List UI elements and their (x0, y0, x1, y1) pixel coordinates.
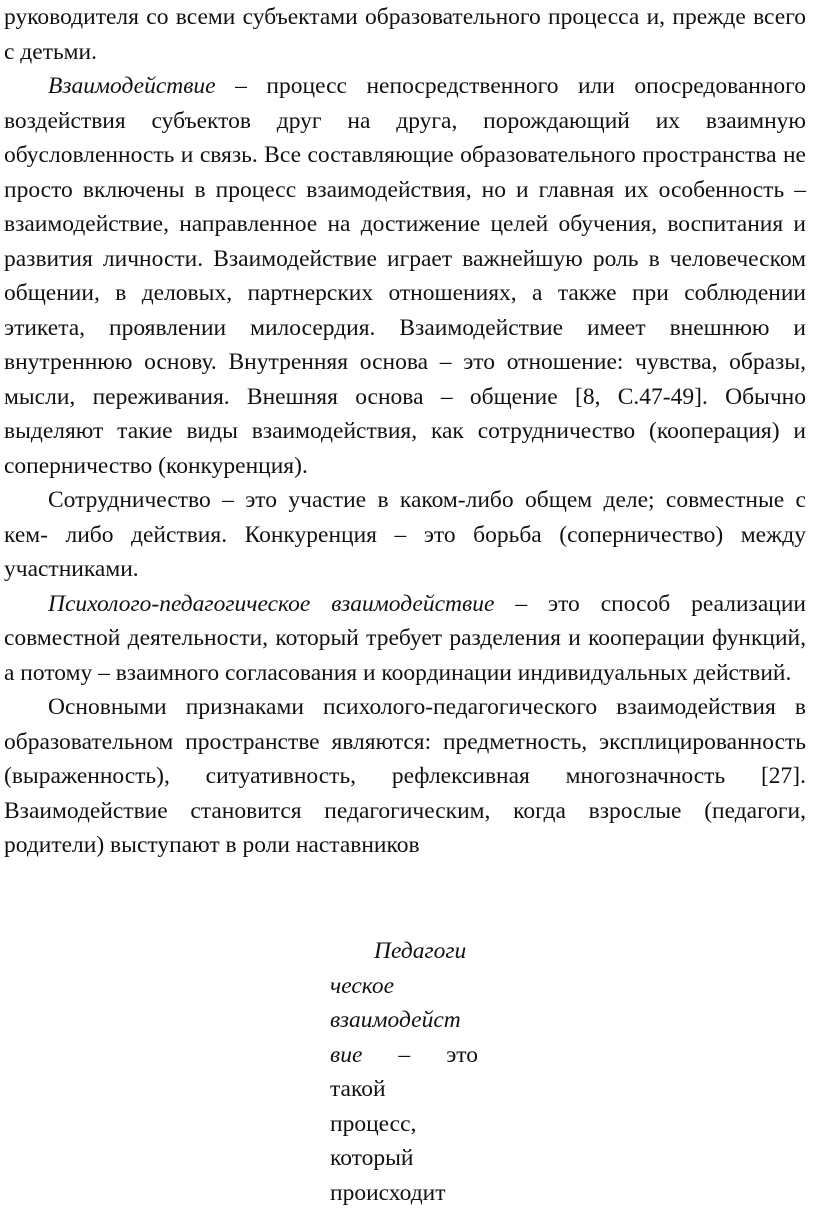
paragraph-interaction-definition (4, 69, 806, 483)
column-line: такой (330, 1072, 478, 1107)
paragraph-features (4, 690, 806, 863)
paragraph-text: Основными признаками психолого-педагогического взаимодействия в образовательном пространстве являются: предметность, эксплицированность (выраженность), ситуативность, рефлексивная многозначность [27]. Взаимодействие становится педагогическим, когда взрослые (педагоги, родители) выступают в роли наставников (4, 694, 806, 858)
narrow-column-text (330, 934, 478, 1210)
column-line (330, 969, 478, 1004)
column-line: процесс, (330, 1107, 478, 1142)
paragraph-psych-ped-interaction (4, 587, 806, 691)
column-line (330, 1038, 478, 1073)
column-line: происходит (330, 1176, 478, 1210)
column-term-part: вие (330, 1038, 362, 1073)
column-term-part: взаимодейст (330, 1007, 461, 1033)
paragraph-text: Сотрудничество – это участие в каком-либо общем деле; совместные с кем- либо действия. Конкуренция – это борьба (соперничество) между участниками. (4, 487, 806, 582)
term-psych-ped-interaction: Психолого-педагогическое взаимодействие (48, 591, 494, 617)
column-dash: – (398, 1038, 410, 1073)
column-line: который (330, 1141, 478, 1176)
column-word: это (446, 1038, 478, 1073)
column-term-part: Педагоги (374, 938, 466, 964)
paragraph-text: – это способ реализации совместной деятельности, который требует разделения и кооперации функций, а потому – взаимного согласования и координации индивидуальных действий. (4, 591, 806, 686)
column-term-part: ческое (330, 973, 394, 999)
term-interaction: Взаимодействие (48, 73, 216, 99)
column-line (330, 934, 478, 969)
paragraph-text: руководителя со всеми субъектами образовательного процесса и, прежде всего с детьми. (4, 4, 806, 65)
paragraph-continuation (4, 0, 806, 69)
paragraph-cooperation (4, 483, 806, 587)
column-line (330, 1003, 478, 1038)
paragraph-text: – процесс непосредственного или опосредованного воздействия субъектов друг на друга, порождающий их взаимную обусловленность и связь. Все составляющие образовательного пространства не просто включены в процесс взаимодействия, но и главная их особенность – взаимодействие, направленное на достижение целей обучения, воспитания и развития личности. Взаимодействие играет важнейшую роль в человеческом общении, в деловых, партнерских отношениях, а также при соблюдении этикета, проявлении милосердия. Взаимодействие имеет внешнюю и внутреннюю основу. Внутренняя основа – это отношение: чувства, образы, мысли, переживания. Внешняя основа – общение [8, С.47-49]. Обычно выделяют такие виды взаимодействия, как сотрудничество (кооперация) и соперничество (конкуренция). (4, 73, 806, 479)
document-body (4, 0, 806, 863)
